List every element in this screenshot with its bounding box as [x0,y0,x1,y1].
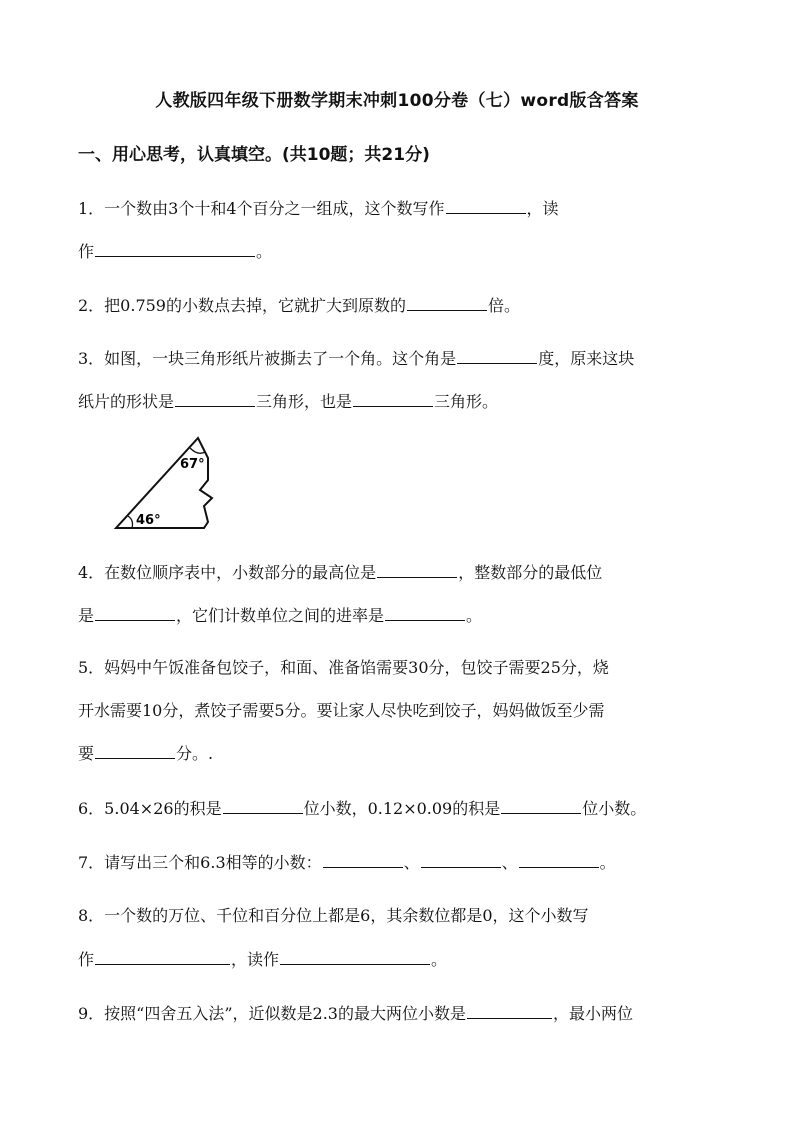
page-title: 人教版四年级下册数学期末冲刺100分卷（七）word版含答案 [155,91,639,111]
triangle-outline [116,438,212,528]
angle-label-67: 67° [180,457,205,472]
question-6-text: 6．5.04×26的积是 [78,799,222,818]
answer-blank[interactable] [385,604,465,621]
answer-blank[interactable] [95,742,175,759]
question-1-text: 。 [256,242,273,261]
question-7-text: 。 [599,853,616,872]
question-3-text: 三角形。 [434,392,499,411]
question-4-text: ，整数部分的最低位 [458,563,603,582]
question-1-line-2 [78,240,272,263]
question-5-line-2 [78,700,605,722]
answer-blank[interactable] [280,948,430,965]
question-3-text: 3．如图，一块三角形纸片被撕去了一个角。这个角是 [78,349,457,368]
question-8-line-2 [78,948,447,971]
question-5-text: 开水需要10分，煮饺子需要5分。要让家人尽快吃到饺子，妈妈做饭至少需 [78,701,605,720]
answer-blank[interactable] [95,948,230,965]
answer-blank[interactable] [223,797,303,814]
question-3-line-2 [78,390,498,413]
question-9-text: 9．按照“四舍五入法”，近似数是2.3的最大两位小数是 [78,1004,466,1023]
question-8-text: 8．一个数的万位、千位和百分位上都是6，其余数位都是0，这个小数写 [78,906,589,925]
question-9-text: ，最小两位 [553,1004,634,1023]
angle-label-46: 46° [136,513,161,528]
answer-blank[interactable] [407,294,487,311]
question-1-text: 1．一个数由3个十和4个百分之一组成，这个数写作 [78,199,445,218]
question-4-line-2 [78,604,482,627]
torn-triangle-figure [110,432,230,538]
question-1-line-1 [78,197,559,220]
question-6-text: 位小数。 [582,799,647,818]
question-6-text: 位小数，0.12×0.09的积是 [303,799,501,818]
answer-blank[interactable] [377,561,457,578]
angle-arc-left [128,516,133,528]
question-4-text: ，它们计数单位之间的进率是 [176,606,385,625]
question-7-text: 、 [403,853,420,872]
question-8-text: 。 [431,950,448,969]
question-4-line-1 [78,561,602,584]
question-7-text: 7．请写出三个和6.3相等的小数： [78,853,322,872]
question-3-line-1 [78,347,634,370]
answer-blank[interactable] [353,390,433,407]
answer-blank[interactable] [323,851,403,868]
question-6-line-1 [78,797,646,820]
answer-blank[interactable] [467,1002,552,1019]
answer-blank[interactable] [421,851,501,868]
question-3-text: 度，原来这块 [538,349,635,368]
question-3-text: 纸片的形状是 [78,392,175,411]
question-1-text: 作 [78,242,95,261]
question-4-text: 是 [78,606,95,625]
question-5-text: 5．妈妈中午饭准备包饺子，和面、准备馅需要30分，包饺子需要25分，烧 [78,658,609,677]
answer-blank[interactable] [501,797,581,814]
question-2-text: 倍。 [488,296,521,315]
question-4-text: 。 [466,606,483,625]
answer-blank[interactable] [95,240,255,257]
question-9-line-1 [78,1002,633,1025]
question-1-text: ，读 [526,199,559,218]
question-2-text: 2．把0.759的小数点去掉，它就扩大到原数的 [78,296,406,315]
question-8-line-1 [78,905,589,927]
question-2-line-1 [78,294,520,317]
question-7-line-1 [78,851,616,874]
question-5-text: 分。. [176,744,214,763]
question-7-text: 、 [501,853,518,872]
answer-blank[interactable] [95,604,175,621]
question-5-line-3 [78,742,213,765]
answer-blank[interactable] [457,347,537,364]
question-8-text: 作 [78,950,95,969]
question-5-text: 要 [78,744,95,763]
question-5-line-1 [78,657,609,679]
question-4-text: 4．在数位顺序表中，小数部分的最高位是 [78,563,377,582]
question-8-text: ，读作 [231,950,280,969]
section-heading: 一、用心思考，认真填空。(共10题；共21分) [78,145,430,165]
answer-blank[interactable] [446,197,526,214]
answer-blank[interactable] [175,390,255,407]
question-3-text: 三角形，也是 [256,392,353,411]
answer-blank[interactable] [519,851,599,868]
